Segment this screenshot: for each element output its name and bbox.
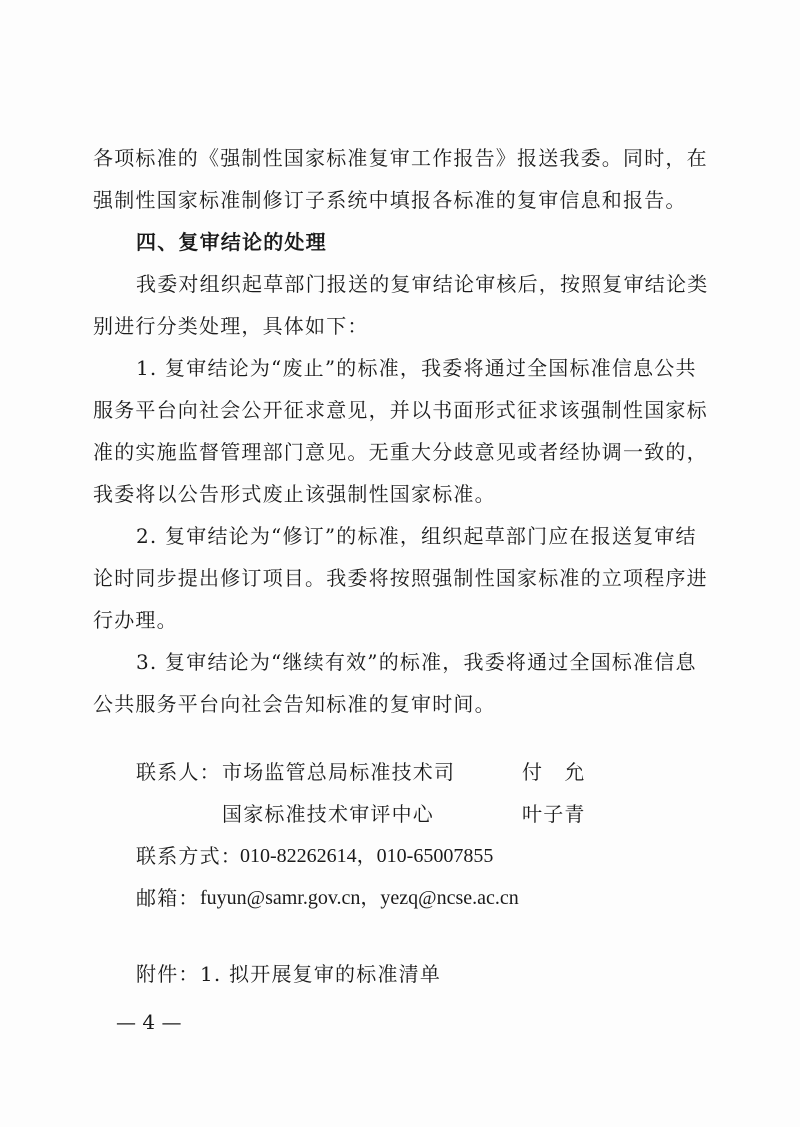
list-item-line: 行办理。 (93, 608, 178, 632)
list-item-line: 公共服务平台向社会告知标准的复审时间。 (93, 692, 496, 716)
paragraph-line: 别进行分类处理，具体如下： (93, 314, 369, 338)
section-heading: 四、复审结论的处理 (136, 230, 327, 254)
list-item-line: 准的实施监督管理部门意见。无重大分歧意见或者经协调一致的， (93, 440, 708, 464)
list-item-line: 论时同步提出修订项目。我委将按照强制性国家标准的立项程序进 (93, 566, 708, 590)
email-addresses: fuyun@samr.gov.cn，yezq@ncse.ac.cn (200, 887, 519, 909)
list-item-line: 2. 复审结论为“修订”的标准，组织起草部门应在报送复审结 (136, 524, 697, 548)
contact-org: 国家标准技术审评中心 (222, 802, 434, 826)
page-number: — 4 — (116, 1010, 182, 1034)
paragraph-line: 各项标准的《强制性国家标准复审工作报告》报送我委。同时，在 (93, 146, 708, 170)
paragraph-line: 强制性国家标准制修订子系统中填报各标准的复审信息和报告。 (93, 188, 687, 212)
paragraph-line: 我委对组织起草部门报送的复审结论审核后，按照复审结论类 (136, 272, 709, 296)
list-item-line: 我委将以公告形式废止该强制性国家标准。 (93, 482, 496, 506)
list-item-line: 1. 复审结论为“废止”的标准，我委将通过全国标准信息公共 (136, 356, 697, 380)
list-item-line: 3. 复审结论为“继续有效”的标准，我委将通过全国标准信息 (136, 650, 697, 674)
phone-label: 联系方式： (136, 844, 242, 868)
contact-org: 市场监管总局标准技术司 (222, 760, 456, 784)
contact-person: 叶子青 (522, 802, 586, 826)
attachment-label: 附件： (136, 962, 200, 986)
attachment-item: 1. 拟开展复审的标准清单 (200, 962, 442, 986)
list-item-line: 服务平台向社会公开征求意见，并以书面形式征求该强制性国家标 (93, 398, 708, 422)
contact-person: 付 允 (522, 760, 586, 784)
email-label: 邮箱： (136, 886, 200, 910)
contact-label: 联系人： (136, 760, 221, 784)
phone-numbers: 010-82262614，010-65007855 (240, 845, 494, 867)
